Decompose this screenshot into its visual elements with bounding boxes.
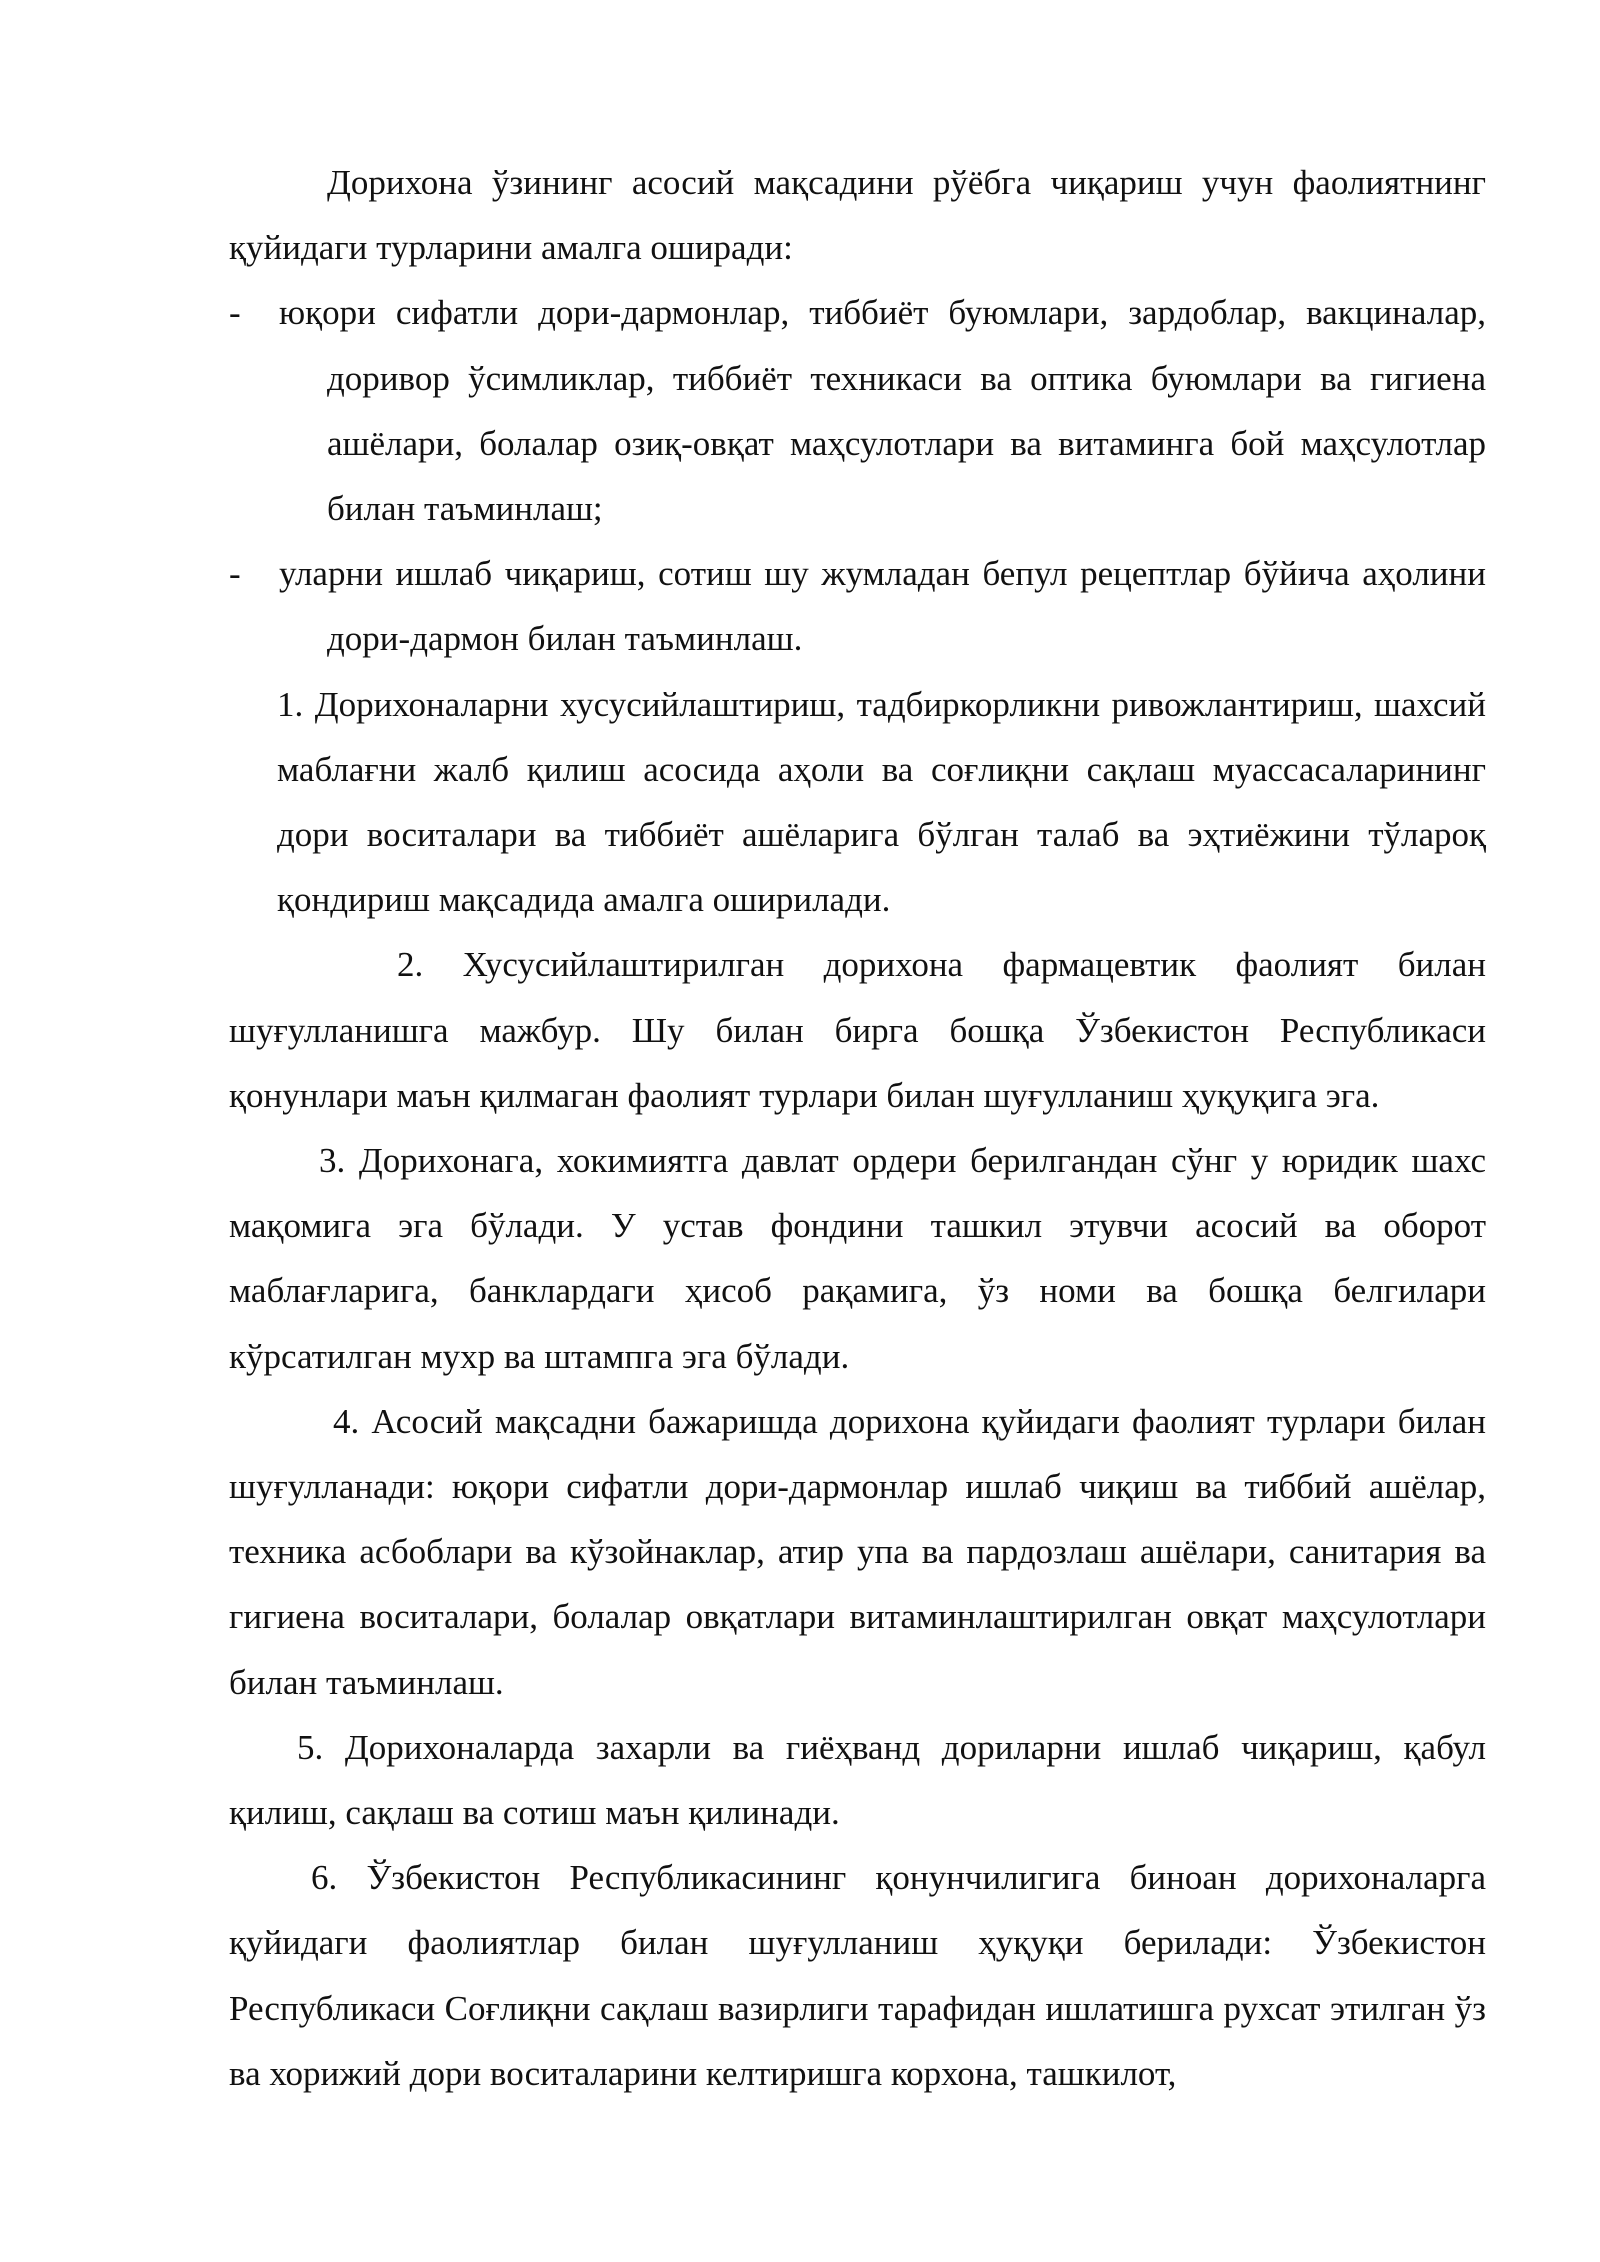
bullet-text: юқори сифатли дори-дармонлар, тиббиёт буюмлари, зардоблар, вакциналар, доривор ўсимликлар, тиббиёт техникаси ва оптика буюмлари ва гигиена ашёлари, болалар озиқ-овқат маҳсулотлари ва витаминга бой маҳсулотлар билан таъминлаш; (279, 293, 1486, 529)
bullet-item (229, 280, 1486, 541)
numbered-paragraph-4: 4. Асосий мақсадни бажаришда дорихона қуйидаги фаолият турлари билан шуғулланади: юқори сифатли дори-дармонлар ишлаб чиқиш ва тиббий ашёлар, техника асбоблари ва кўзойнаклар, атир упа ва пардозлаш ашёлари, санитария ва гигиена воситалари, болалар овқатлари витаминлаштирилган овқат маҳсулотлари билан таъминлаш. (229, 1401, 1486, 1702)
bullet-marker: - (229, 554, 241, 594)
numbered-paragraph-3: 3. Дорихонага, хокимиятга давлат ордери берилгандан сўнг у юридик шахс мақомига эга бўлади. У устав фондини ташкил этувчи асосий ва оборот маблағларига, банклардаги ҳисоб рақамига, ўз номи ва бошқа белгилари кўрсатилган мухр ва штампга эга бўлади. (229, 1141, 1486, 1376)
numbered-paragraph-2: 2. Хусусийлаштирилган дорихона фармацевтик фаолият билан шуғулланишга мажбур. Шу билан бирга бошқа Ўзбекистон Республикаси қонунлари маън қилмаган фаолият турлари билан шуғулланиш ҳуқуқига эга. (229, 945, 1486, 1115)
bullet-marker: - (229, 293, 241, 333)
bullet-item (229, 541, 1486, 671)
numbered-paragraph-1: 1. Дорихоналарни хусусийлаштириш, тадбиркорликни ривожлантириш, шахсий маблағни жалб қилиш асосида аҳоли ва соғлиқни сақлаш муассасаларининг дори воситалари ва тиббиёт ашёларига бўлган талаб ва эҳтиёжини тўлароқ қондириш мақсадида амалга оширилади. (277, 684, 1486, 920)
numbered-paragraph-6: 6. Ўзбекистон Республикасининг қонунчилигига биноан дорихоналарга қуйидаги фаолиятлар билан шуғулланиш ҳуқуқи берилади: Ўзбекистон Республикаси Соғлиқни сақлаш вазирлиги тарафидан ишлатишга рухсат этилган ўз ва хорижий дори воситаларини келтиришга корхона, ташкилот, (229, 1858, 1486, 2093)
numbered-paragraph-5: 5. Дорихоналарда захарли ва гиёҳванд дориларни ишлаб чиқариш, қабул қилиш, сақлаш ва сотиш маън қилинади. (229, 1727, 1486, 1833)
document-body (229, 150, 1486, 2106)
intro-paragraph: Дорихона ўзининг асосий мақсадини рўёбга чиқариш учун фаолиятнинг қуйидаги турларини амалга оширади: (229, 163, 1486, 268)
bullet-text: уларни ишлаб чиқариш, сотиш шу жумладан бепул рецептлар бўйича аҳолини дори-дармон билан таъминлаш. (279, 554, 1486, 659)
